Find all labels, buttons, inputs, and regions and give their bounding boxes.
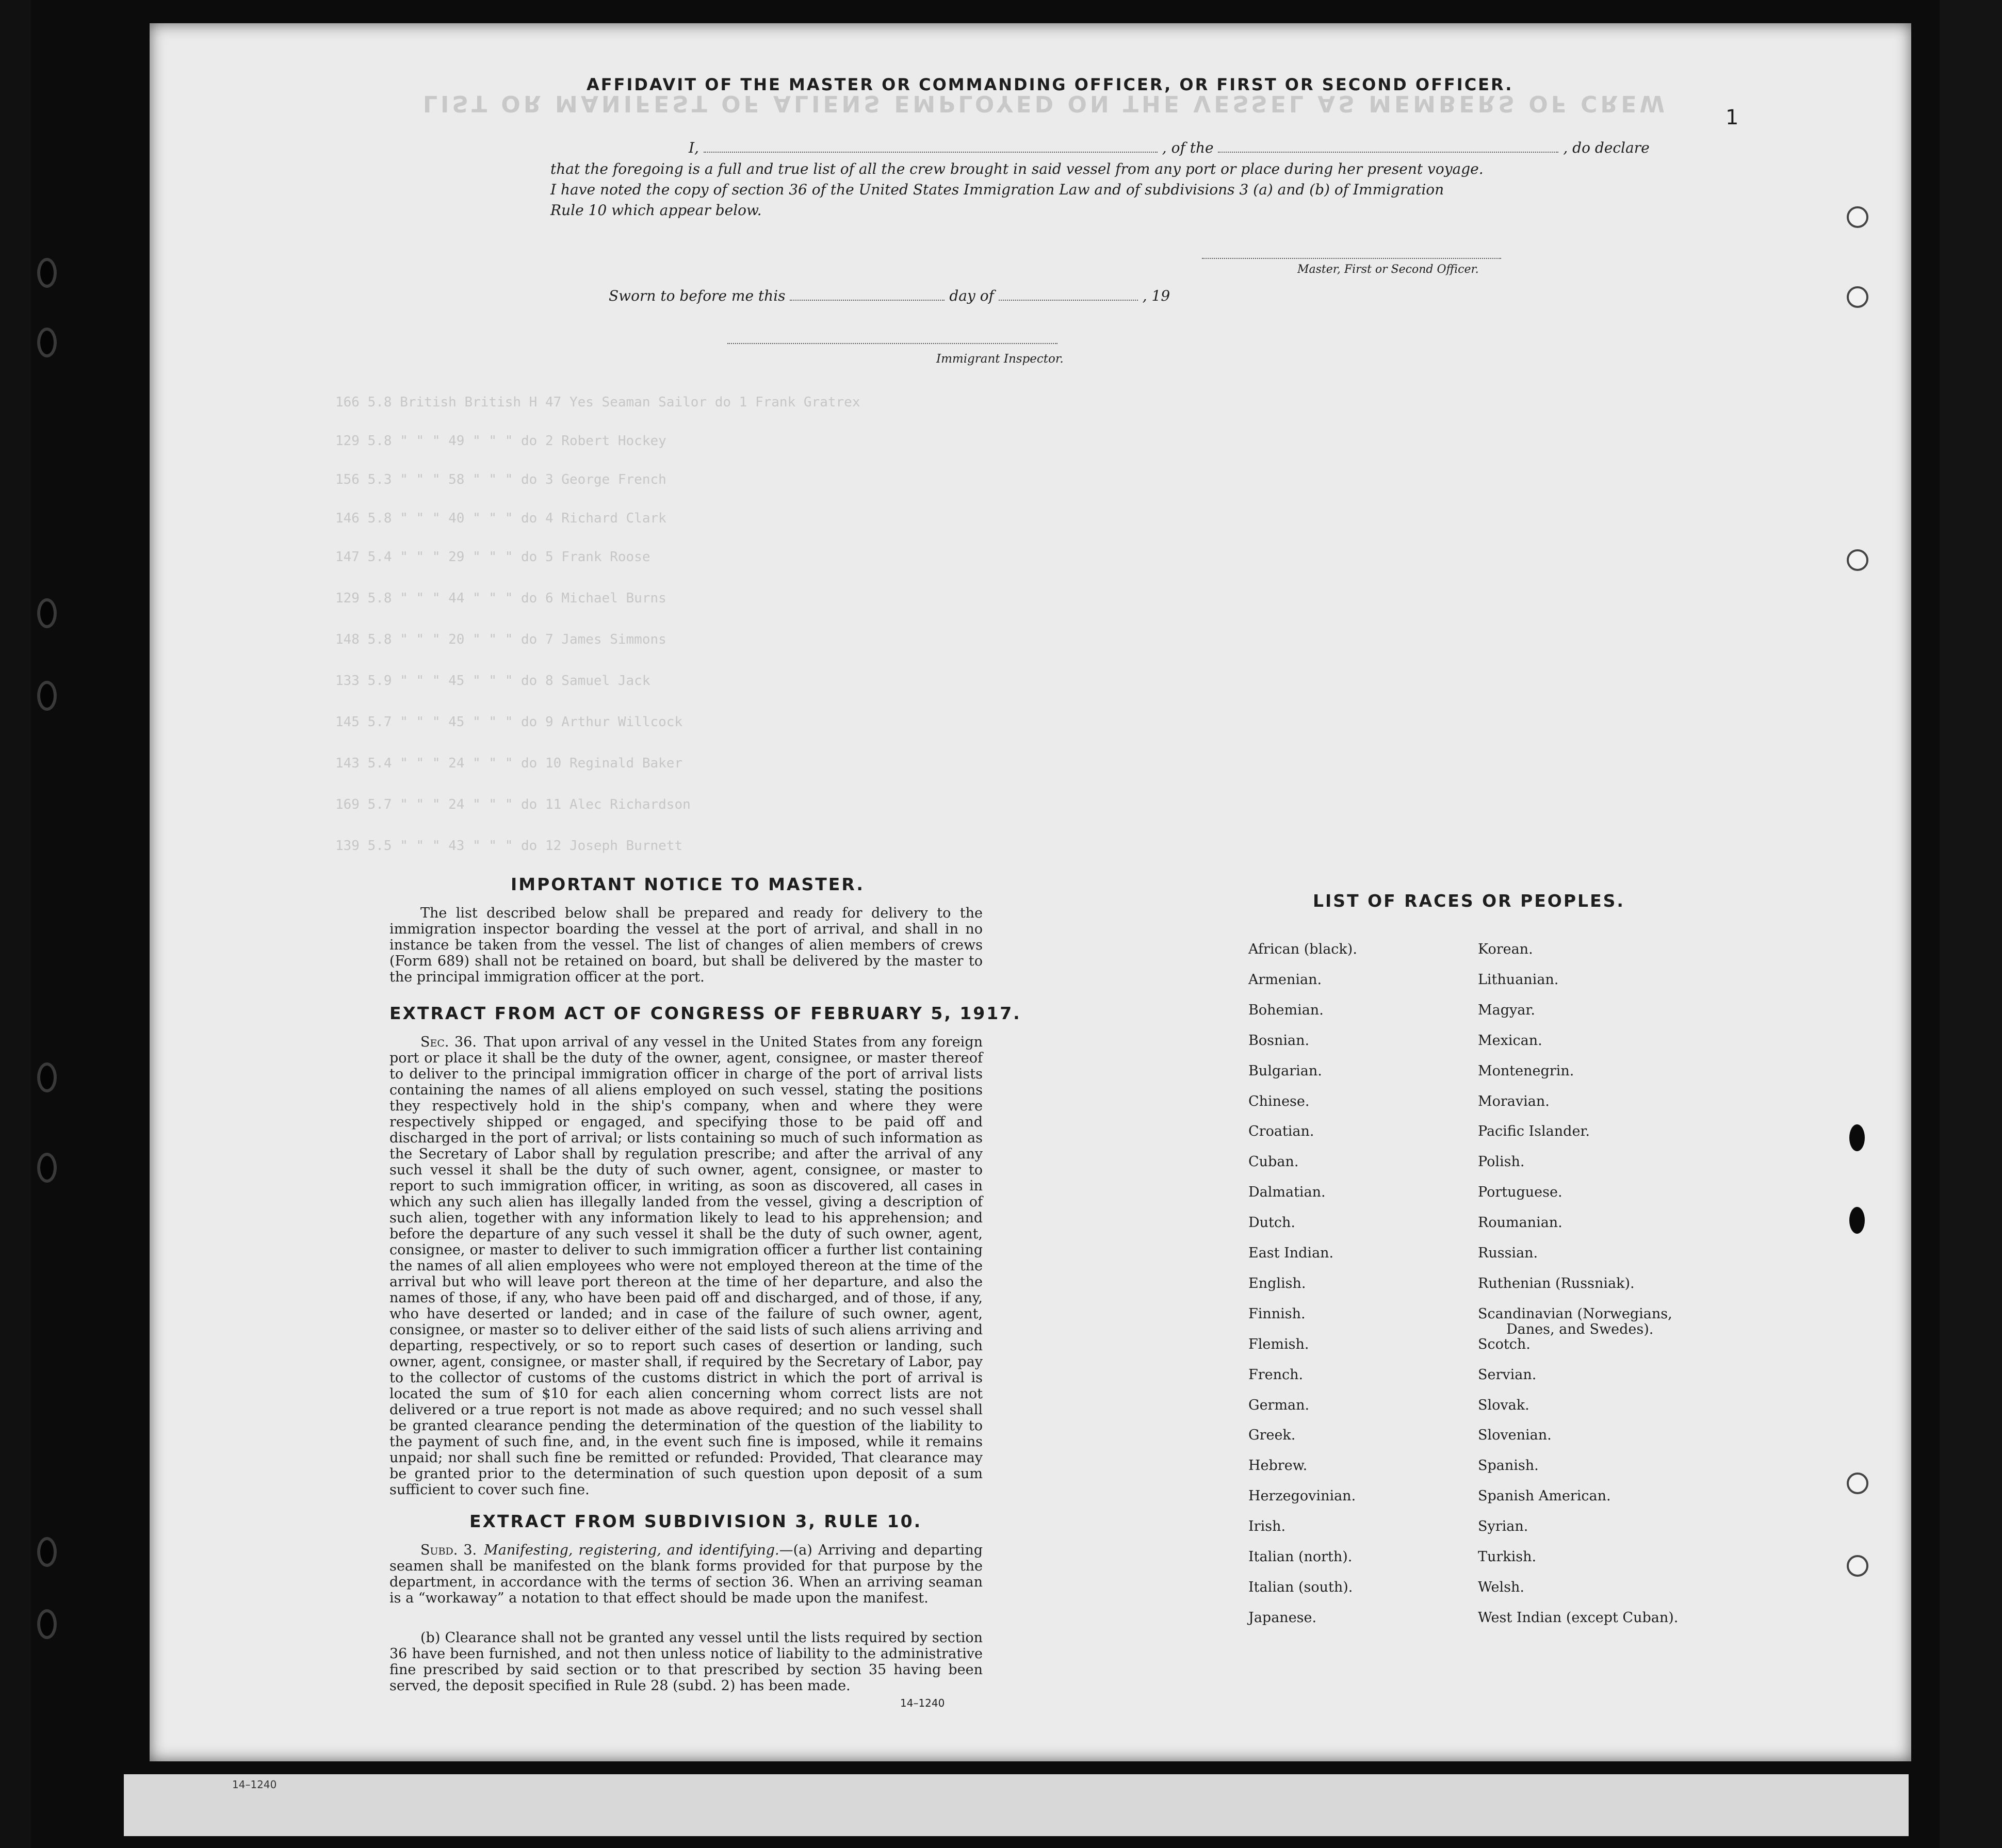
sworn-line bbox=[609, 287, 1170, 304]
page-number: 1 bbox=[1726, 106, 1739, 129]
under-page-form-number: 14–1240 bbox=[232, 1778, 277, 1791]
affidavit-declaration-line bbox=[689, 139, 1650, 156]
binder-hole bbox=[37, 328, 57, 357]
bleed-through-row: 139 5.5 " " " 43 " " " do 12 Joseph Burnett bbox=[335, 838, 683, 854]
para-a-text: —(a) Arriving and departing seamen shall be manifested on the blank forms provided for that purpose by the department, in accordance with the terms of section 36. When an arriving seaman is a “workaway” a notation to that effect should be made upon the manifest. bbox=[389, 1542, 983, 1606]
binder-ring bbox=[1847, 1555, 1868, 1577]
punch-blot bbox=[1849, 1207, 1865, 1234]
bleed-through-row: 146 5.8 " " " 40 " " " do 4 Richard Clark bbox=[335, 511, 666, 526]
race-item: Korean. bbox=[1478, 941, 1533, 957]
day-of-label: day of bbox=[949, 287, 994, 304]
bleed-through-row: 148 5.8 " " " 20 " " " do 7 James Simmons bbox=[335, 632, 666, 647]
sec-label: Sec. 36. bbox=[420, 1034, 477, 1050]
race-item: Welsh. bbox=[1478, 1579, 1524, 1595]
race-item: Turkish. bbox=[1478, 1549, 1537, 1565]
bleed-through-row: 133 5.9 " " " 45 " " " do 8 Samuel Jack bbox=[335, 673, 650, 689]
subd-label: Subd. 3. bbox=[420, 1542, 477, 1558]
master-signature-line[interactable] bbox=[1202, 258, 1501, 259]
race-item: Lithuanian. bbox=[1478, 971, 1559, 988]
race-item: German. bbox=[1248, 1397, 1310, 1413]
bleed-through-row: 169 5.7 " " " 24 " " " do 11 Alec Richardson bbox=[335, 797, 691, 812]
binder-ring bbox=[1847, 1473, 1868, 1494]
bleed-through-row: 143 5.4 " " " 24 " " " do 10 Reginald Baker bbox=[335, 756, 683, 771]
race-item: Dalmatian. bbox=[1248, 1184, 1326, 1201]
affidavit-title: AFFIDAVIT OF THE MASTER OR COMMANDING OFFICER, OR FIRST OR SECOND OFFICER. bbox=[587, 75, 1513, 94]
race-item: Scandinavian (Norwegians, bbox=[1478, 1305, 1672, 1322]
race-item: Pacific Islander. bbox=[1478, 1123, 1590, 1140]
binder-hole bbox=[37, 1609, 57, 1639]
race-item: Bosnian. bbox=[1248, 1032, 1310, 1049]
race-item: Spanish. bbox=[1478, 1458, 1539, 1474]
bleed-through-row: 147 5.4 " " " 29 " " " do 5 Frank Roose bbox=[335, 549, 650, 565]
sec-text: That upon arrival of any vessel in the United States from any foreign port or place it shall be the duty of the owner, agent, consignee, or master thereof to deliver to the principal immigration officer in charge of the port of arrival lists containing the names of all aliens employed on such vessel, stating the positions they respectively hold in the ship's company, when and where they were respectively shipped or engaged, and specifying those to be paid off and discharged in the port of arrival; or lists containing so much of such information as the Secretary of Labor shall by regulation prescribe; and after the arrival of any such vessel it shall be the duty of such owner, agent, consignee, or master to report to such immigration officer, in writing, as soon as discovered, all cases in which any such alien has illegally landed from the vessel, giving a description of such alien, together with any information likely to lead to his apprehension; and before the departure of any such vessel it shall be the duty of such owner, agent, consignee, or master to deliver to such immigration officer a further list containing the names of all alien employees who were not employed thereon at the time of the arrival but who will leave port thereon at the time of her departure, and also the names of those, if any, who have been paid off and discharged, and of those, if any, who have deserted or landed; and in case of the failure of such owner, agent, consignee, or master so to deliver either of the said lists of such aliens arriving and departing, respectively, or so to report such cases of desertion or landing, such owner, agent, consignee, or master shall, if required by the Secretary of Labor, pay to the collector of customs of the customs district in which the port of arrival is located the sum of $10 for each alien concerning whom correct lists are not delivered or a true report is not made as above required; and no such vessel shall be granted clearance pending the determination of the question of the liability to the payment of such fine, and, in the event such fine is imposed, while it remains unpaid; nor shall such fine be remitted or refunded: Provided, That clearance may be granted prior to the determination of such question upon deposit of a sum sufficient to cover such fine. bbox=[389, 1034, 983, 1498]
race-item: Magyar. bbox=[1478, 1002, 1535, 1018]
binder-ring bbox=[1847, 206, 1868, 228]
binder-hole bbox=[37, 598, 57, 628]
bleed-through-row: 145 5.7 " " " 45 " " " do 9 Arthur Willcock bbox=[335, 714, 683, 730]
do-declare-label: , do declare bbox=[1563, 139, 1650, 156]
binder-hole bbox=[37, 1062, 57, 1092]
extract-act-text bbox=[389, 1034, 983, 1498]
race-item: Roumanian. bbox=[1478, 1215, 1562, 1231]
race-item: Moravian. bbox=[1478, 1093, 1550, 1109]
inspector-signature-label: Immigrant Inspector. bbox=[936, 352, 1064, 366]
races-title: LIST OF RACES OR PEOPLES. bbox=[1313, 891, 1625, 911]
bleed-through-row: 129 5.8 " " " 44 " " " do 6 Michael Burns bbox=[335, 591, 666, 606]
binder-hole bbox=[37, 1153, 57, 1183]
race-item: Bohemian. bbox=[1248, 1002, 1324, 1018]
race-item: Hebrew. bbox=[1248, 1458, 1308, 1474]
race-item: Servian. bbox=[1478, 1366, 1537, 1383]
i-label: I, bbox=[689, 139, 699, 156]
race-item: Spanish American. bbox=[1478, 1488, 1611, 1504]
race-item: Herzegovinian. bbox=[1248, 1488, 1356, 1504]
binder-ring bbox=[1847, 549, 1868, 571]
extract-rule-title: EXTRACT FROM SUBDIVISION 3, RULE 10. bbox=[469, 1511, 922, 1531]
race-item: Bulgarian. bbox=[1248, 1062, 1322, 1079]
race-item: Russian. bbox=[1478, 1245, 1538, 1261]
punch-blot bbox=[1849, 1124, 1865, 1151]
race-item: Croatian. bbox=[1248, 1123, 1314, 1140]
race-item: Flemish. bbox=[1248, 1336, 1309, 1352]
race-item: West Indian (except Cuban). bbox=[1478, 1609, 1679, 1626]
form-number: 14–1240 bbox=[900, 1697, 945, 1709]
document-page bbox=[150, 23, 1911, 1761]
of-the-label: , of the bbox=[1162, 139, 1214, 156]
race-item: French. bbox=[1248, 1366, 1304, 1383]
race-item: English. bbox=[1248, 1275, 1306, 1291]
race-item: African (black). bbox=[1248, 941, 1357, 957]
sworn-day-field[interactable] bbox=[790, 287, 945, 301]
race-item: Polish. bbox=[1478, 1154, 1525, 1170]
binder-hole bbox=[37, 681, 57, 711]
affidavit-text-line-2: that the foregoing is a full and true list of all the crew brought in said vessel from any port or place during her present voyage. bbox=[550, 160, 1484, 177]
vessel-name-field[interactable] bbox=[1218, 139, 1558, 153]
race-item: Montenegrin. bbox=[1478, 1062, 1574, 1079]
race-item: Italian (north). bbox=[1248, 1549, 1353, 1565]
race-item: Finnish. bbox=[1248, 1305, 1306, 1322]
subd-italic: Manifesting, registering, and identifying. bbox=[484, 1542, 779, 1558]
sworn-month-field[interactable] bbox=[999, 287, 1138, 301]
bleed-through-row: 166 5.8 British British H 47 Yes Seaman Sailor do 1 Frank Gratrex bbox=[335, 395, 860, 410]
left-margin-strip bbox=[0, 0, 31, 1848]
sworn-label: Sworn to before me this bbox=[609, 287, 786, 304]
year-label: , 19 bbox=[1142, 287, 1170, 304]
binder-hole bbox=[37, 258, 57, 288]
affidavit-text-line-3: I have noted the copy of section 36 of the United States Immigration Law and of subdivisions 3 (a) and (b) of Immigration bbox=[550, 181, 1444, 198]
race-item: Cuban. bbox=[1248, 1154, 1299, 1170]
underlying-page-edge bbox=[124, 1774, 1909, 1836]
notice-title: IMPORTANT NOTICE TO MASTER. bbox=[511, 874, 865, 894]
notice-text: The list described below shall be prepared and ready for delivery to the immigration inspector boarding the vessel at the port of arrival, and shall in no instance be taken from the vessel. The list of changes of alien members of crews (Form 689) shall not be retained on board, but shall be delivered by the master to the principal immigration officer at the port. bbox=[389, 905, 983, 985]
extract-rule-para-a bbox=[389, 1542, 983, 1606]
race-item: Syrian. bbox=[1478, 1518, 1528, 1535]
affidavit-text-line-4: Rule 10 which appear below. bbox=[550, 202, 762, 219]
race-item: Greek. bbox=[1248, 1427, 1296, 1444]
bleed-through-row: 156 5.3 " " " 58 " " " do 3 George French bbox=[335, 472, 666, 487]
race-item: Danes, and Swedes). bbox=[1506, 1321, 1654, 1337]
master-signature-label: Master, First or Second Officer. bbox=[1297, 263, 1479, 276]
race-item: Slovenian. bbox=[1478, 1427, 1552, 1444]
race-item: Slovak. bbox=[1478, 1397, 1529, 1413]
binder-ring bbox=[1847, 286, 1868, 308]
bleed-through-row: 129 5.8 " " " 49 " " " do 2 Robert Hockey bbox=[335, 433, 666, 449]
right-margin-strip bbox=[1940, 0, 2002, 1848]
race-item: Scotch. bbox=[1478, 1336, 1531, 1352]
inspector-signature-line[interactable] bbox=[727, 343, 1057, 344]
race-item: Armenian. bbox=[1248, 971, 1322, 988]
bleed-through-title: LIST OR MANIFEST OF ALIENS EMPLOYED ON THE VESSEL AS MEMBERS OF CREW bbox=[423, 90, 1668, 117]
race-item: East Indian. bbox=[1248, 1245, 1334, 1261]
race-item: Chinese. bbox=[1248, 1093, 1310, 1109]
race-item: Japanese. bbox=[1248, 1609, 1317, 1626]
binder-hole bbox=[37, 1537, 57, 1567]
race-item: Irish. bbox=[1248, 1518, 1286, 1535]
race-item: Portuguese. bbox=[1478, 1184, 1562, 1201]
extract-act-title: EXTRACT FROM ACT OF CONGRESS OF FEBRUARY 5, 1917. bbox=[389, 1003, 1021, 1023]
race-item: Ruthenian (Russniak). bbox=[1478, 1275, 1635, 1291]
master-name-field[interactable] bbox=[704, 139, 1158, 153]
race-item: Dutch. bbox=[1248, 1215, 1295, 1231]
race-item: Italian (south). bbox=[1248, 1579, 1353, 1595]
extract-rule-para-b: (b) Clearance shall not be granted any vessel until the lists required by section 36 have been furnished, and not then unless notice of liability to the administrative fine prescribed by said section or to that prescribed by section 35 having been served, the deposit specified in Rule 28 (subd. 2) has been made. bbox=[389, 1630, 983, 1694]
race-item: Mexican. bbox=[1478, 1032, 1542, 1049]
